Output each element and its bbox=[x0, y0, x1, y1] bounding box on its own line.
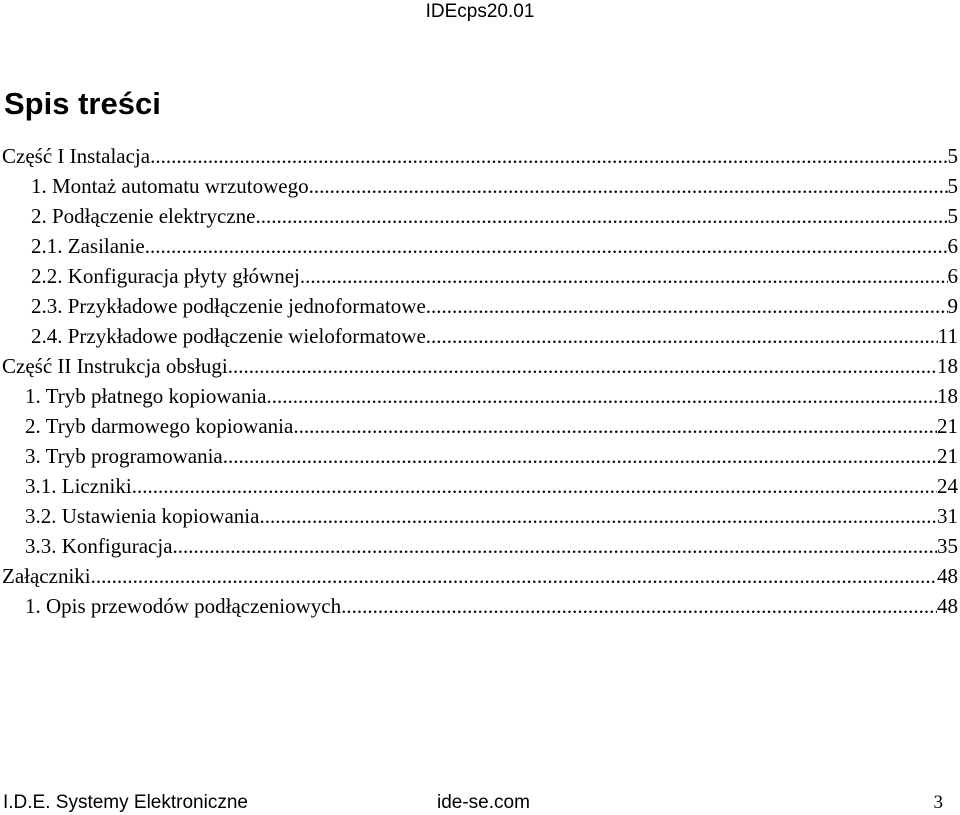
toc-entry[interactable] bbox=[0, 558, 960, 588]
toc-entry[interactable] bbox=[0, 588, 960, 618]
toc-entry-label: 2. Podłączenie elektryczne bbox=[31, 204, 256, 228]
toc-entry[interactable] bbox=[0, 528, 960, 558]
toc-entry[interactable] bbox=[0, 288, 960, 318]
toc-leader bbox=[426, 324, 938, 348]
toc-leader bbox=[309, 174, 948, 198]
toc-entry-page: 5 bbox=[947, 204, 958, 228]
toc-leader bbox=[259, 504, 937, 528]
toc-entry-page: 24 bbox=[937, 474, 958, 498]
toc-entry-label: Załączniki bbox=[2, 564, 91, 588]
toc-leader bbox=[255, 204, 947, 228]
toc-entry-label: 1. Montaż automatu wrzutowego bbox=[31, 174, 309, 198]
toc-entry-page: 9 bbox=[947, 294, 958, 318]
toc-entry-page: 48 bbox=[937, 564, 958, 588]
toc-leader bbox=[426, 294, 948, 318]
toc-entry[interactable] bbox=[0, 138, 960, 168]
toc-entry-page: 21 bbox=[937, 444, 958, 468]
document-footer bbox=[0, 791, 960, 815]
toc-leader bbox=[223, 444, 937, 468]
toc-leader bbox=[267, 384, 938, 408]
footer-website[interactable]: ide-se.com bbox=[437, 792, 530, 813]
toc-entry-label: Część I Instalacja bbox=[2, 144, 151, 168]
toc-entry-label: 1. Opis przewodów podłączeniowych bbox=[25, 594, 342, 618]
document-header: IDEcps20.01 bbox=[425, 1, 535, 22]
toc-entry-page: 21 bbox=[937, 414, 958, 438]
toc-entry-label: 2. Tryb darmowego kopiowania bbox=[25, 414, 294, 438]
toc-leader bbox=[132, 474, 937, 498]
toc-entry[interactable] bbox=[0, 318, 960, 348]
toc-entry[interactable] bbox=[0, 198, 960, 228]
toc-entry[interactable] bbox=[0, 168, 960, 198]
toc-leader bbox=[145, 234, 948, 258]
toc-entry-label: 1. Tryb płatnego kopiowania bbox=[25, 384, 267, 408]
toc-entry[interactable] bbox=[0, 408, 960, 438]
toc-entry-page: 18 bbox=[937, 354, 958, 378]
toc-leader bbox=[293, 414, 937, 438]
toc-entry-label: Część II Instrukcja obsługi bbox=[2, 354, 228, 378]
table-of-contents bbox=[0, 138, 960, 618]
toc-entry-label: 3.1. Liczniki bbox=[25, 474, 132, 498]
toc-entry-label: 3.2. Ustawienia kopiowania bbox=[25, 504, 260, 528]
toc-entry-label: 3.3. Konfiguracja bbox=[25, 534, 173, 558]
toc-entry[interactable] bbox=[0, 468, 960, 498]
toc-leader bbox=[300, 264, 948, 288]
toc-entry-page: 35 bbox=[937, 534, 958, 558]
toc-entry-label: 2.3. Przykładowe podłączenie jednoformatowe bbox=[31, 294, 426, 318]
toc-entry-page: 6 bbox=[947, 264, 958, 288]
toc-entry-label: 2.2. Konfiguracja płyty głównej bbox=[31, 264, 300, 288]
toc-leader bbox=[150, 144, 947, 168]
toc-leader bbox=[228, 354, 937, 378]
toc-entry-page: 6 bbox=[947, 234, 958, 258]
toc-entry-label: 2.4. Przykładowe podłączenie wieloformatowe bbox=[31, 324, 426, 348]
footer-company: I.D.E. Systemy Elektroniczne bbox=[3, 792, 248, 813]
toc-leader bbox=[91, 564, 937, 588]
toc-entry-label: 2.1. Zasilanie bbox=[31, 234, 145, 258]
toc-entry[interactable] bbox=[0, 258, 960, 288]
toc-entry-page: 18 bbox=[937, 384, 958, 408]
toc-entry-page: 48 bbox=[937, 594, 958, 618]
footer-page-number: 3 bbox=[933, 792, 943, 813]
toc-leader bbox=[341, 594, 937, 618]
toc-entry-page: 5 bbox=[947, 174, 958, 198]
toc-entry-label: 3. Tryb programowania bbox=[25, 444, 223, 468]
toc-entry[interactable] bbox=[0, 498, 960, 528]
toc-leader bbox=[173, 534, 937, 558]
toc-entry[interactable] bbox=[0, 378, 960, 408]
toc-entry[interactable] bbox=[0, 438, 960, 468]
toc-entry-page: 11 bbox=[937, 324, 958, 348]
toc-entry-page: 5 bbox=[947, 144, 958, 168]
toc-entry-page: 31 bbox=[937, 504, 958, 528]
toc-entry[interactable] bbox=[0, 348, 960, 378]
toc-title: Spis treści bbox=[4, 86, 161, 121]
toc-entry[interactable] bbox=[0, 228, 960, 258]
